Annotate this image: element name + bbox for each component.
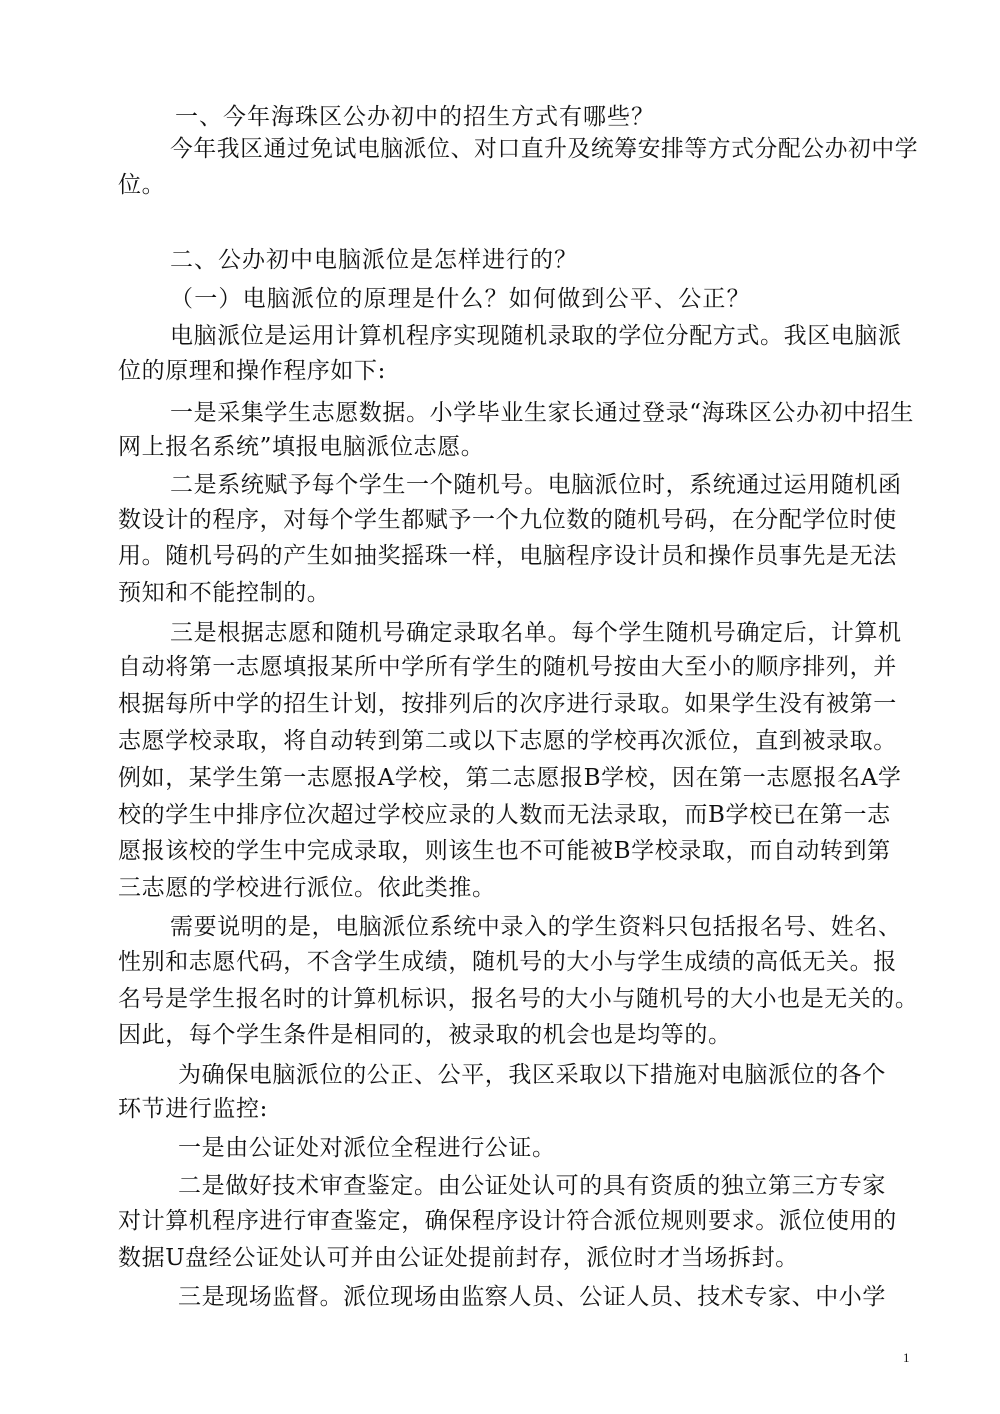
body-line: 预知和不能控制的。 [118, 580, 331, 606]
body-line: 电脑派位是运用计算机程序实现随机录取的学位分配方式。我区电脑派 [170, 323, 902, 349]
body-line: 一是采集学生志愿数据。小学毕业生家长通过登录“海珠区公办初中招生 [170, 400, 914, 426]
body-line: 因此，每个学生条件是相同的，被录取的机会也是均等的。 [118, 1022, 732, 1048]
body-line: 为确保电脑派位的公正、公平，我区采取以下措施对电脑派位的各个 [178, 1062, 886, 1088]
section-2-subheading: （一）电脑派位的原理是什么？如何做到公平、公正？ [170, 286, 751, 312]
page-number: 1 [903, 1350, 910, 1365]
section-1-paragraph-line: 位。 [118, 172, 166, 198]
body-line: 用。随机号码的产生如抽奖摇珠一样，电脑程序设计员和操作员事先是无法 [118, 543, 897, 569]
body-line: 志愿学校录取，将自动转到第二或以下志愿的学校再次派位，直到被录取。 [118, 728, 897, 754]
body-line: 例如，某学生第一志愿报A学校，第二志愿报B学校，因在第一志愿报名A学 [118, 765, 902, 791]
body-line: 二是系统赋予每个学生一个随机号。电脑派位时，系统通过运用随机函 [170, 472, 902, 498]
body-line: 三志愿的学校进行派位。依此类推。 [118, 875, 496, 901]
body-line: 自动将第一志愿填报某所中学所有学生的随机号按由大至小的顺序排列，并 [118, 654, 897, 680]
body-line: 根据每所中学的招生计划，按排列后的次序进行录取。如果学生没有被第一 [118, 691, 897, 717]
body-line: 三是根据志愿和随机号确定录取名单。每个学生随机号确定后，计算机 [170, 620, 902, 646]
body-line: 环节进行监控: [118, 1096, 268, 1122]
body-line: 愿报该校的学生中完成录取，则该生也不可能被B学校录取，而自动转到第 [118, 838, 891, 864]
body-line: 性别和志愿代码，不含学生成绩，随机号的大小与学生成绩的高低无关。报 [118, 949, 897, 975]
body-line: 三是现场监督。派位现场由监察人员、公证人员、技术专家、中小学 [178, 1284, 886, 1310]
section-1-heading: 一、今年海珠区公办初中的招生方式有哪些？ [175, 104, 655, 130]
body-line: 对计算机程序进行审查鉴定，确保程序设计符合派位规则要求。派位使用的 [118, 1208, 897, 1234]
body-line: 位的原理和操作程序如下: [118, 358, 386, 384]
section-2-heading: 二、公办初中电脑派位是怎样进行的？ [170, 247, 578, 273]
body-line: 需要说明的是，电脑派位系统中录入的学生资料只包括报名号、姓名、 [170, 914, 902, 940]
body-line: 数设计的程序，对每个学生都赋予一个九位数的随机号码，在分配学位时使 [118, 507, 897, 533]
body-line: 二是做好技术审查鉴定。由公证处认可的具有资质的独立第三方专家 [178, 1173, 886, 1199]
body-line: 网上报名系统”填报电脑派位志愿。 [118, 434, 485, 460]
body-line: 名号是学生报名时的计算机标识，报名号的大小与随机号的大小也是无关的。 [118, 986, 919, 1012]
body-line: 数据U盘经公证处认可并由公证处提前封存，派位时才当场拆封。 [118, 1245, 799, 1271]
body-line: 校的学生中排序位次超过学校应录的人数而无法录取，而B学校已在第一志 [118, 802, 891, 828]
body-line: 一是由公证处对派位全程进行公证。 [178, 1135, 556, 1161]
section-1-paragraph-line: 今年我区通过免试电脑派位、对口直升及统筹安排等方式分配公办初中学 [170, 136, 919, 162]
